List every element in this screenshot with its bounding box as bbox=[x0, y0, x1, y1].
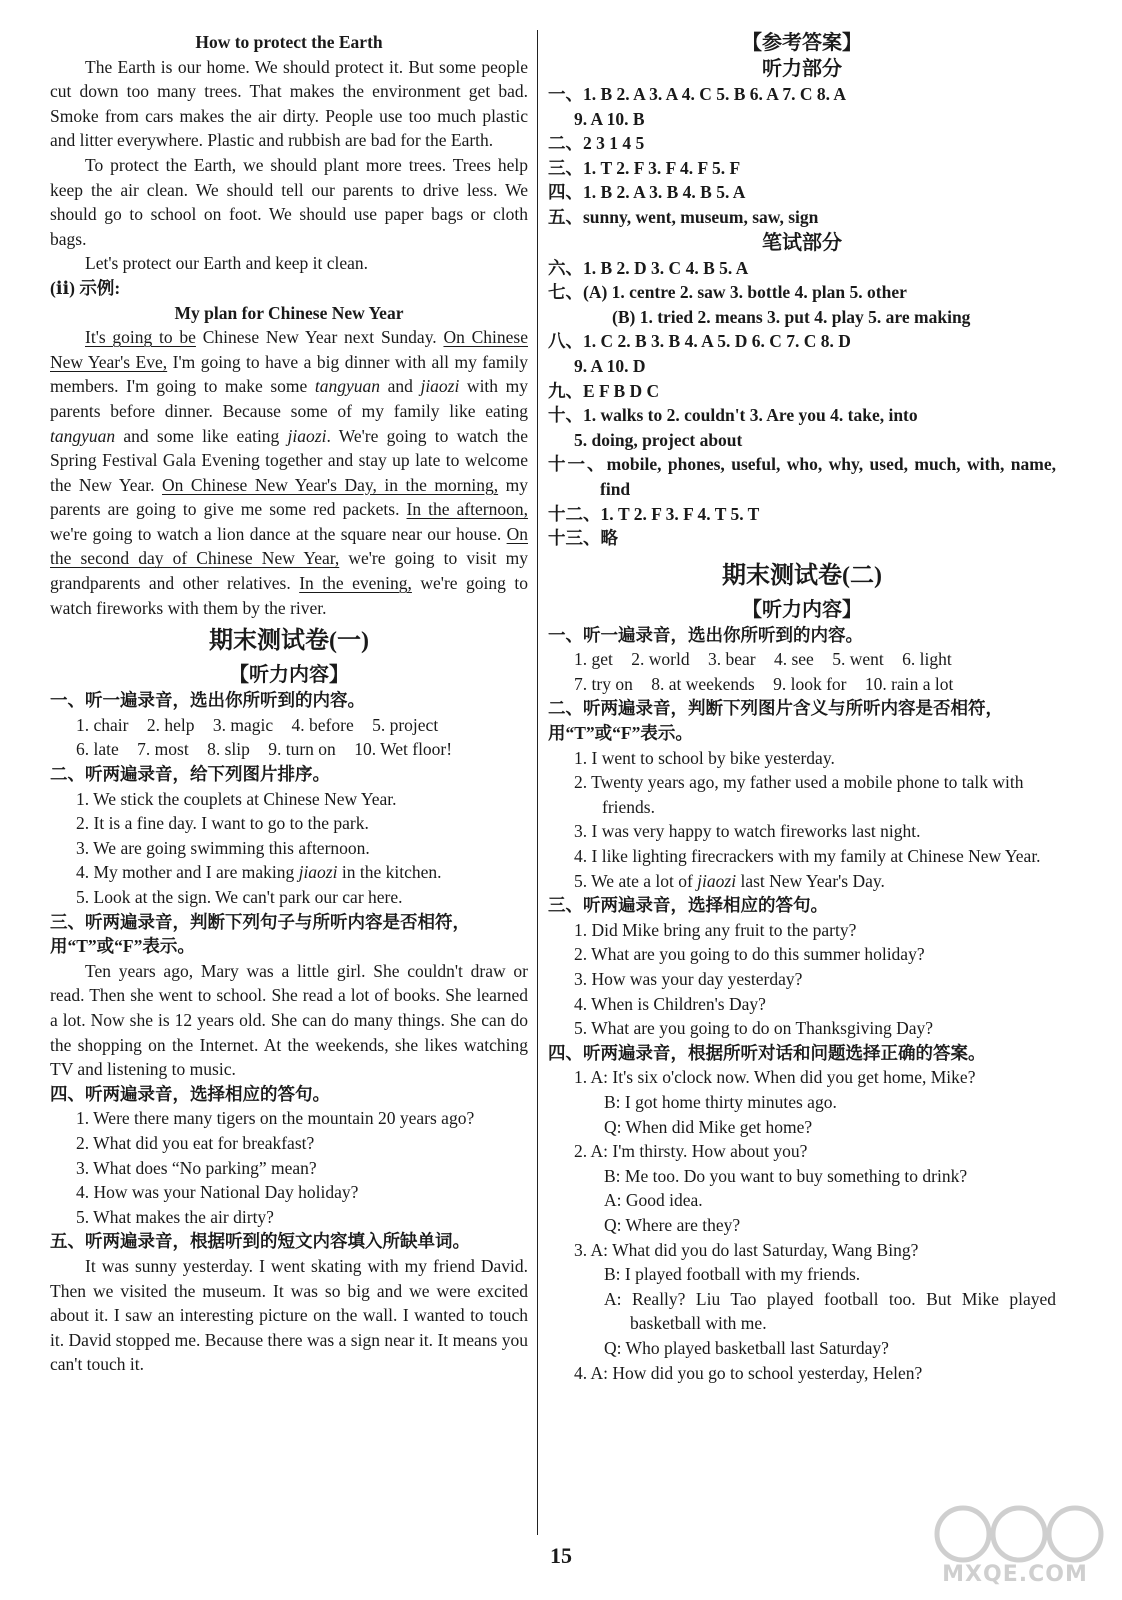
dialog-line: Q: Where are they? bbox=[604, 1214, 741, 1235]
answer-line: 十一、mobile, phones, useful, who, why, used, much, with, name, find bbox=[548, 454, 1056, 499]
word-list bbox=[50, 737, 528, 762]
essay2-text: we're going to watch fireworks with them by the river. bbox=[50, 573, 528, 618]
question-heading: 三、听两遍录音，选择相应的答句。 bbox=[548, 895, 828, 916]
answer-line: 八、1. C 2. B 3. B 4. A 5. D 6. C 7. C 8. D bbox=[548, 331, 851, 352]
word-item: 10. rain a lot bbox=[864, 673, 954, 694]
answer-line: 四、1. B 2. A 3. B 4. B 5. A bbox=[548, 182, 746, 203]
answer-line: 十三、略 bbox=[548, 528, 618, 549]
listening-passage: Ten years ago, Mary was a little girl. She couldn't draw or read. Then she went to school. She read a lot of books. She learned a lot. Now she is 12 years old. She can do many things. She can do the shopping on the Internet. At the weekends, she likes watching TV and listening to music. bbox=[50, 960, 528, 1080]
left-column bbox=[50, 30, 528, 1377]
word-item: 1. get bbox=[574, 649, 613, 670]
dialog-line: A: Good idea. bbox=[604, 1190, 703, 1211]
essay2-text: and bbox=[380, 376, 421, 397]
answers-title: 【参考答案】 bbox=[742, 32, 862, 54]
sentence-item: 4. How was your National Day holiday? bbox=[76, 1182, 359, 1203]
essay1-paragraph: The Earth is our home. We should protect it. But some people cut down too many trees. That makes the environment get bad. Smoke from cars makes the air dirty. People use too much plastic and litter everywhere. Plastic and rubbish are bad for the Earth. bbox=[50, 56, 528, 151]
page-number: 15 bbox=[550, 1543, 572, 1568]
test2-title: 期末测试卷(二) bbox=[722, 562, 882, 589]
sentence-item bbox=[548, 869, 1056, 894]
question-heading: 一、听一遍录音，选出你所听到的内容。 bbox=[50, 690, 365, 711]
question-heading: 一、听一遍录音，选出你所听到的内容。 bbox=[548, 624, 863, 645]
sentence-item: 3. I was very happy to watch fireworks last night. bbox=[574, 821, 921, 842]
answer-line: (B) 1. tried 2. means 3. put 4. play 5. are making bbox=[612, 306, 971, 327]
sentence-text: 5. We ate a lot of bbox=[574, 870, 698, 891]
answer-line: 三、1. T 2. F 3. F 4. F 5. F bbox=[548, 157, 741, 178]
answer-line: 十、1. walks to 2. couldn't 3. Are you 4. take, into bbox=[548, 405, 918, 426]
word-item: 2. world bbox=[631, 649, 690, 670]
word-item: 8. slip bbox=[207, 739, 250, 760]
dialog-line: Q: When did Mike get home? bbox=[604, 1116, 813, 1137]
dialog-line: A: Really? Liu Tao played football too. But Mike played basketball with me. bbox=[604, 1288, 1056, 1334]
essay2-text: we're going to visit my grandparents and other relatives. bbox=[50, 548, 528, 594]
essay2-text: my parents are going to give me some red packets. bbox=[50, 474, 528, 520]
essay2-paragraph bbox=[50, 325, 528, 620]
word-item: 1. chair bbox=[76, 714, 129, 735]
answer-line: 9. A 10. D bbox=[574, 355, 646, 376]
word-item: 9. turn on bbox=[268, 739, 336, 760]
sentence-item: 5. Look at the sign. We can't park our car here. bbox=[76, 887, 403, 907]
example-label: (ⅱ) 示例: bbox=[50, 277, 121, 298]
sentence-text: last New Year's Day. bbox=[736, 870, 885, 891]
right-column bbox=[548, 30, 1056, 1385]
essay2-text: I'm going to have a big dinner with all my family members. I'm going to make some bbox=[50, 351, 528, 397]
sentence-item: 3. What does “No parking” mean? bbox=[76, 1157, 317, 1178]
essay2-text: In the afternoon, bbox=[406, 499, 528, 520]
watermark-text: MXQE.COM bbox=[942, 1562, 1088, 1587]
watermark-logo bbox=[925, 1500, 1105, 1590]
sentence-item: 2. What are you going to do this summer holiday? bbox=[574, 944, 925, 965]
question-heading: 四、听两遍录音，根据所听对话和问题选择正确的答案。 bbox=[548, 1042, 986, 1063]
word-item: 7. try on bbox=[574, 673, 633, 694]
essay2-text: On the second day of Chinese New Year, bbox=[50, 523, 528, 569]
question-heading: 五、听两遍录音，根据听到的短文内容填入所缺单词。 bbox=[50, 1231, 470, 1252]
essay2-text: tangyuan bbox=[314, 376, 381, 397]
watermark-icon bbox=[925, 1500, 1105, 1566]
essay1-title: How to protect the Earth bbox=[195, 32, 383, 52]
sentence-item: 1. I went to school by bike yesterday. bbox=[574, 747, 835, 768]
essay2-text: with my parents before dinner. Because some of my family like eating bbox=[50, 376, 528, 421]
sentence-item: 5. What makes the air dirty? bbox=[76, 1206, 274, 1227]
dialog-line: 3. A: What did you do last Saturday, Wang Bing? bbox=[574, 1239, 919, 1260]
writing-part-title: 笔试部分 bbox=[762, 231, 842, 254]
sentence-item: 3. We are going swimming this afternoon. bbox=[76, 837, 370, 858]
word-list bbox=[548, 647, 1056, 672]
word-item: 5. project bbox=[372, 714, 439, 735]
sentence-item: 4. When is Children's Day? bbox=[574, 993, 766, 1014]
essay2-text: On Chinese New Year's Day, in the morning, bbox=[162, 474, 499, 495]
sentence-item: 3. How was your day yesterday? bbox=[574, 969, 803, 989]
essay1-paragraph: To protect the Earth, we should plant more trees. Trees help keep the air clean. We should tell our parents to drive less. We should go to school on foot. We should use paper bags or cloth bags. bbox=[50, 154, 528, 249]
test1-title: 期末测试卷(一) bbox=[209, 628, 369, 655]
essay2-text: On Chinese New Year's Eve, bbox=[50, 327, 528, 372]
word-item: 7. most bbox=[137, 739, 189, 760]
word-item: 5. went bbox=[832, 649, 884, 670]
sentence-item: 2. It is a fine day. I want to go to the park. bbox=[76, 813, 369, 834]
listening-part-title: 听力部分 bbox=[762, 58, 842, 80]
dialog-line: Q: Who played basketball last Saturday? bbox=[604, 1337, 889, 1358]
sentence-text: in the kitchen. bbox=[337, 862, 442, 883]
essay2-text: jiaozi bbox=[287, 425, 327, 446]
word-item: 4. see bbox=[773, 649, 814, 670]
word-item: 4. before bbox=[291, 714, 354, 735]
word-item: 9. look for bbox=[773, 673, 847, 694]
dialog-line: 4. A: How did you go to school yesterday, Helen? bbox=[574, 1362, 923, 1383]
answer-line: 七、(A) 1. centre 2. saw 3. bottle 4. plan 5. other bbox=[548, 282, 907, 303]
dialog-line: 2. A: I'm thirsty. How about you? bbox=[574, 1141, 808, 1162]
sentence-item: 2. Twenty years ago, my father used a mobile phone to talk with friends. bbox=[574, 772, 1024, 817]
word-item: 6. light bbox=[902, 649, 952, 670]
answer-line: 五、sunny, went, museum, saw, sign bbox=[548, 206, 819, 227]
listening-passage: It was sunny yesterday. I went skating with my friend David. Then we visited the museum. It was so big and we were excited about it. I saw an interesting picture on the wall. I wanted to touch it. David stopped me. Because there was a sign near it. It means you can't touch it. bbox=[50, 1255, 528, 1375]
sentence-item bbox=[50, 860, 528, 885]
word-list bbox=[548, 672, 1056, 697]
answer-line: 一、1. B 2. A 3. A 4. C 5. B 6. A 7. C 8. A bbox=[548, 84, 847, 104]
answer-line: 十二、1. T 2. F 3. F 4. T 5. T bbox=[548, 503, 760, 524]
dialog-line: 1. A: It's six o'clock now. When did you get home, Mike? bbox=[574, 1067, 976, 1088]
essay2-text: It's going to be bbox=[85, 327, 196, 348]
dialog-line: B: I played football with my friends. bbox=[604, 1264, 861, 1285]
listening-title: 【听力内容】 bbox=[229, 664, 349, 687]
word-item: 6. late bbox=[76, 739, 119, 760]
sentence-item: 1. Did Mike bring any fruit to the party? bbox=[574, 919, 857, 940]
essay2-text: and some like eating bbox=[115, 425, 288, 446]
dialog-line: B: I got home thirty minutes ago. bbox=[604, 1091, 837, 1112]
essay2-text: jiaozi bbox=[420, 376, 460, 397]
answer-line: 九、E F B D C bbox=[548, 380, 660, 401]
essay2-text: In the evening, bbox=[299, 573, 412, 594]
answer-line: 5. doing, project about bbox=[574, 429, 743, 450]
word-list bbox=[50, 713, 528, 738]
dialog-line: B: Me too. Do you want to buy something to drink? bbox=[604, 1165, 968, 1186]
sentence-text: jiaozi bbox=[298, 862, 338, 883]
sentence-text: 4. My mother and I are making bbox=[76, 862, 299, 883]
essay1-paragraph: Let's protect our Earth and keep it clean. bbox=[85, 253, 369, 274]
word-item: 3. magic bbox=[212, 714, 274, 735]
sentence-item: 5. What are you going to do on Thanksgiving Day? bbox=[574, 1018, 934, 1039]
word-item: 3. bear bbox=[707, 649, 756, 670]
word-item: 2. help bbox=[146, 714, 195, 735]
question-heading: 二、听两遍录音，判断下列图片含义与所听内容是否相符，用“T”或“F”表示。 bbox=[548, 698, 1003, 744]
essay2-text: Chinese New Year next Sunday. bbox=[195, 327, 444, 348]
essay2-text: tangyuan bbox=[50, 425, 116, 446]
essay2-text: we're going to watch a lion dance at the square near our house. bbox=[50, 523, 507, 544]
column-divider bbox=[537, 30, 538, 1535]
sentence-item: 2. What did you eat for breakfast? bbox=[76, 1132, 315, 1153]
listening-title: 【听力内容】 bbox=[742, 598, 862, 621]
question-heading: 四、听两遍录音，选择相应的答句。 bbox=[50, 1083, 330, 1104]
essay2-title: My plan for Chinese New Year bbox=[174, 302, 404, 323]
question-heading: 二、听两遍录音，给下列图片排序。 bbox=[50, 764, 330, 785]
answer-line: 9. A 10. B bbox=[574, 108, 645, 129]
sentence-text: jiaozi bbox=[697, 870, 737, 891]
essay2-text: . We're going to watch the Spring Festival Gala Evening together and stay up late to welcome the New Year. bbox=[50, 425, 528, 495]
sentence-item: 4. I like lighting firecrackers with my family at Chinese New Year. bbox=[574, 846, 1041, 867]
answer-line: 二、2 3 1 4 5 bbox=[548, 133, 645, 154]
sentence-item: 1. We stick the couplets at Chinese New Year. bbox=[76, 788, 397, 809]
word-item: 10. Wet floor! bbox=[354, 739, 453, 760]
question-heading: 三、听两遍录音，判断下列句子与所听内容是否相符，用“T”或“F”表示。 bbox=[50, 911, 470, 957]
word-item: 8. at weekends bbox=[651, 673, 755, 694]
sentence-item: 1. Were there many tigers on the mountain 20 years ago? bbox=[76, 1108, 475, 1129]
answer-line: 六、1. B 2. D 3. C 4. B 5. A bbox=[548, 257, 749, 278]
